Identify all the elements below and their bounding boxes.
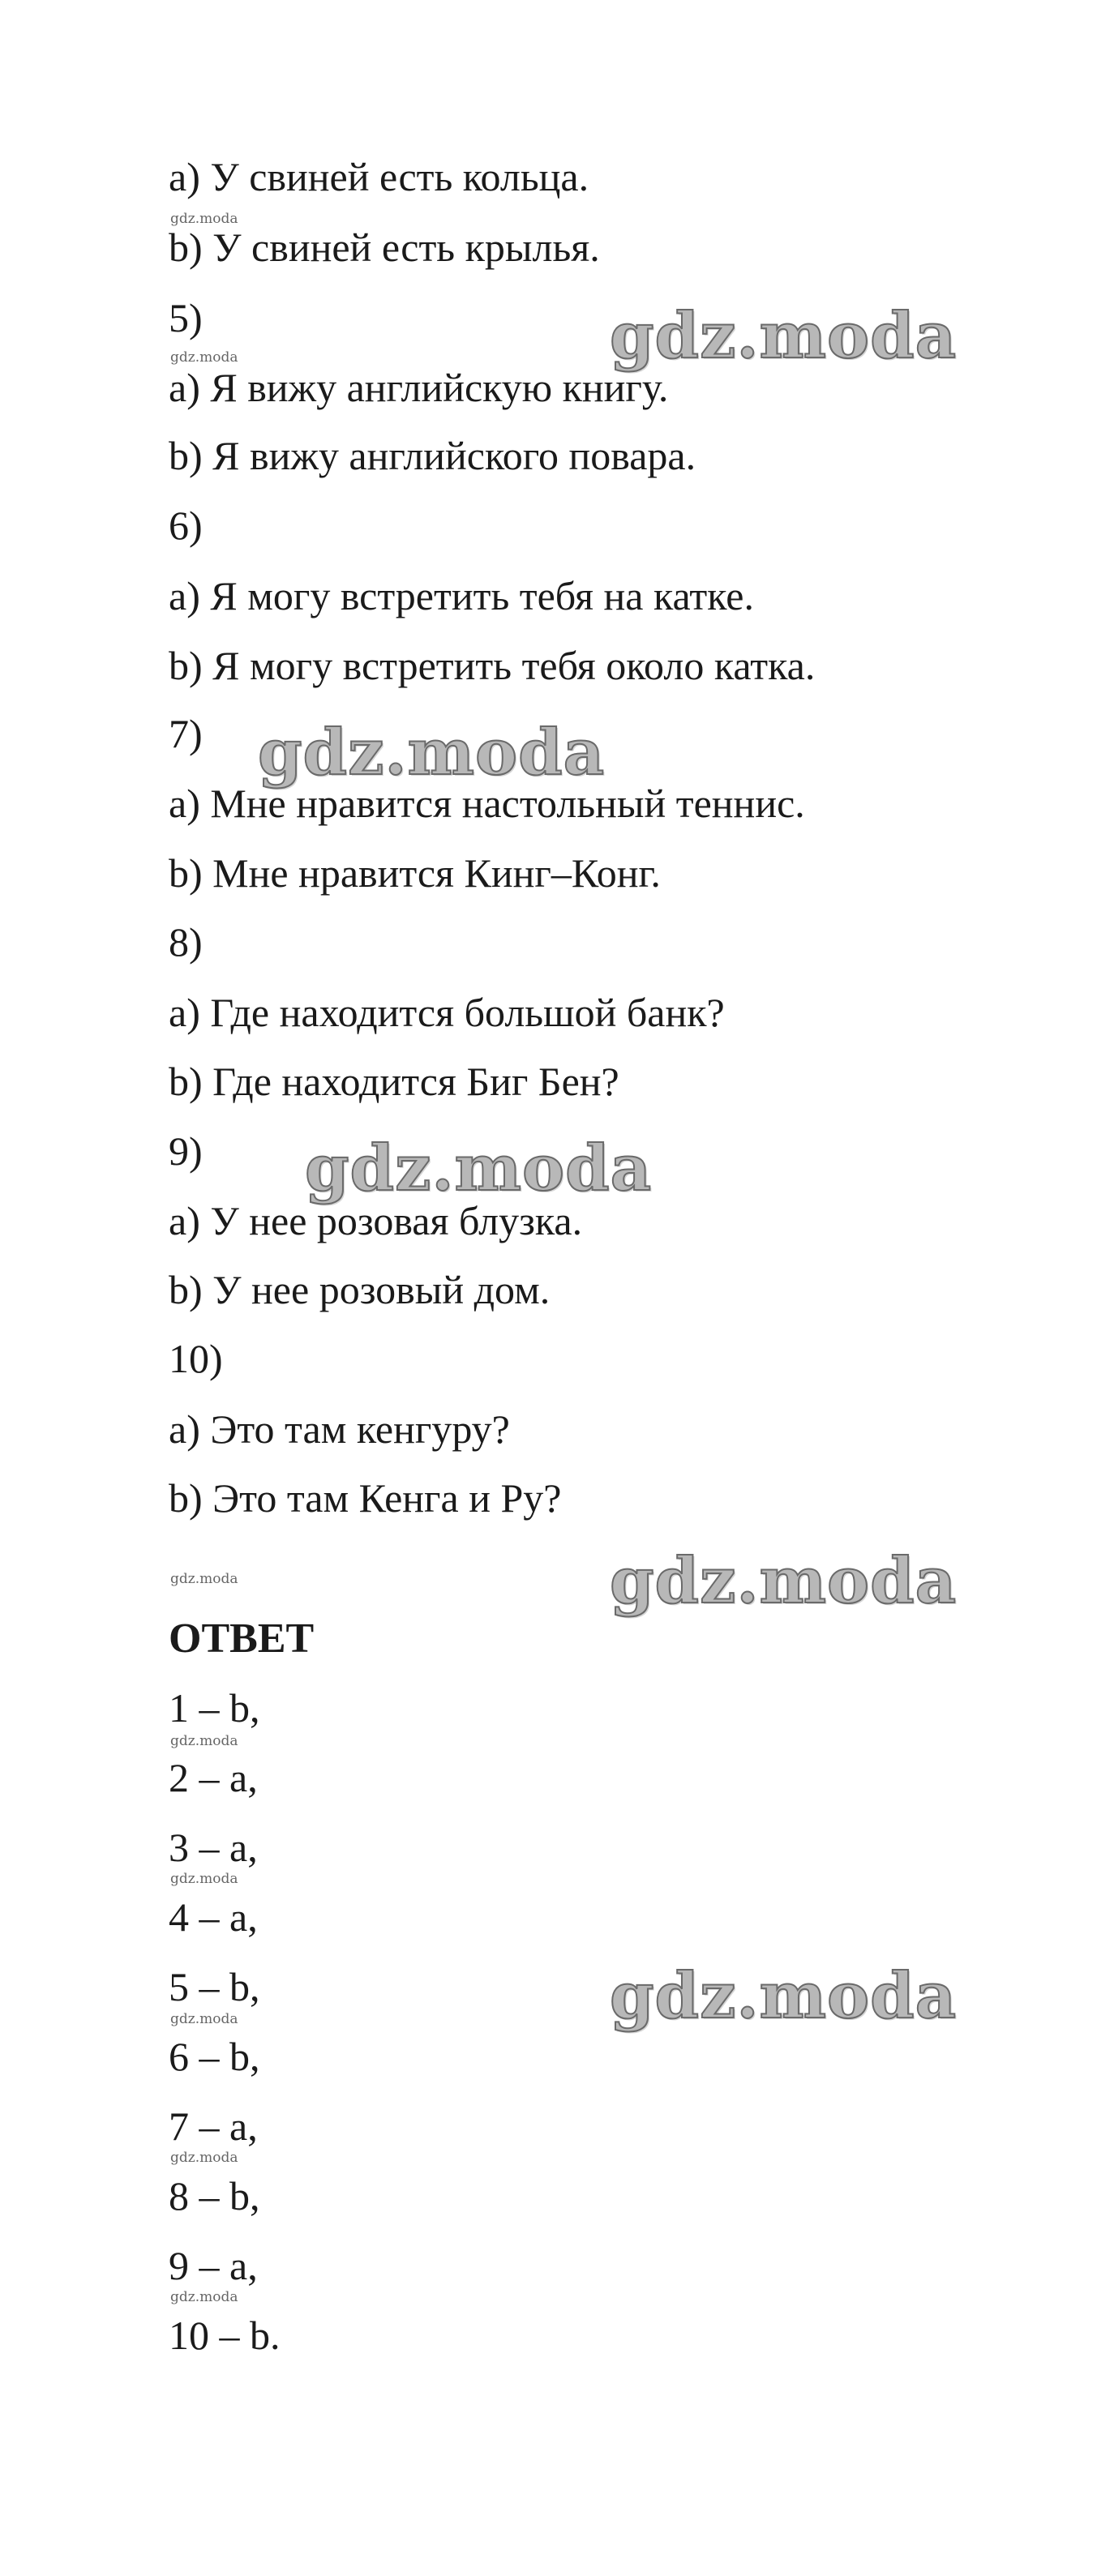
watermark-small: gdz.moda <box>170 349 238 366</box>
watermark-large: gdz.moda <box>258 716 606 789</box>
watermark-small: gdz.moda <box>170 1571 238 1587</box>
watermark-large: gdz.moda <box>610 1959 958 2033</box>
sentence-line: b) У свиней есть крылья. <box>169 225 600 270</box>
watermark-large: gdz.moda <box>305 1132 653 1205</box>
item-number: 8) <box>169 919 203 965</box>
item-number: 7) <box>169 711 203 756</box>
answer-line: 4 – a, <box>169 1894 258 1940</box>
sentence-line: a) Мне нравится настольный теннис. <box>169 781 805 826</box>
sentence-line: b) Мне нравится Кинг–Конг. <box>169 850 661 896</box>
sentence-line: b) Я вижу английского повара. <box>169 433 696 478</box>
watermark-large: gdz.moda <box>610 299 958 373</box>
answer-line: 1 – b, <box>169 1685 260 1731</box>
sentence-line: a) Я вижу английскую книгу. <box>169 365 669 410</box>
sentence-line: b) У нее розовый дом. <box>169 1267 551 1312</box>
item-number: 6) <box>169 503 203 548</box>
sentence-line: a) Я могу встретить тебя на катке. <box>169 573 754 618</box>
watermark-small: gdz.moda <box>170 2150 238 2166</box>
answer-line: 7 – a, <box>169 2103 258 2149</box>
sentence-line: a) У свиней есть кольца. <box>169 154 589 199</box>
answer-heading: ОТВЕТ <box>169 1615 315 1662</box>
item-number: 5) <box>169 295 203 340</box>
watermark-small: gdz.moda <box>170 2289 238 2305</box>
sentence-line: b) Где находится Биг Бен? <box>169 1059 619 1104</box>
sentence-line: a) У нее розовая блузка. <box>169 1198 583 1243</box>
sentence-line: b) Это там Кенга и Ру? <box>169 1475 562 1521</box>
answer-line: 10 – b. <box>169 2313 281 2358</box>
watermark-small: gdz.moda <box>170 1871 238 1887</box>
watermark-small: gdz.moda <box>170 2011 238 2027</box>
sentence-line: b) Я могу встретить тебя около катка. <box>169 643 816 688</box>
answer-line: 5 – b, <box>169 1964 260 2009</box>
answer-line: 3 – a, <box>169 1825 258 1870</box>
answer-line: 2 – a, <box>169 1755 258 1800</box>
sentence-line: a) Это там кенгуру? <box>169 1406 510 1452</box>
item-number: 9) <box>169 1128 203 1174</box>
item-number: 10) <box>169 1336 223 1381</box>
watermark-small: gdz.moda <box>170 1733 238 1749</box>
sentence-line: a) Где находится большой банк? <box>169 990 725 1035</box>
answer-line: 8 – b, <box>169 2173 260 2219</box>
watermark-large: gdz.moda <box>610 1544 958 1618</box>
watermark-small: gdz.moda <box>170 211 238 227</box>
answer-line: 6 – b, <box>169 2034 260 2079</box>
answer-line: 9 – a, <box>169 2243 258 2288</box>
